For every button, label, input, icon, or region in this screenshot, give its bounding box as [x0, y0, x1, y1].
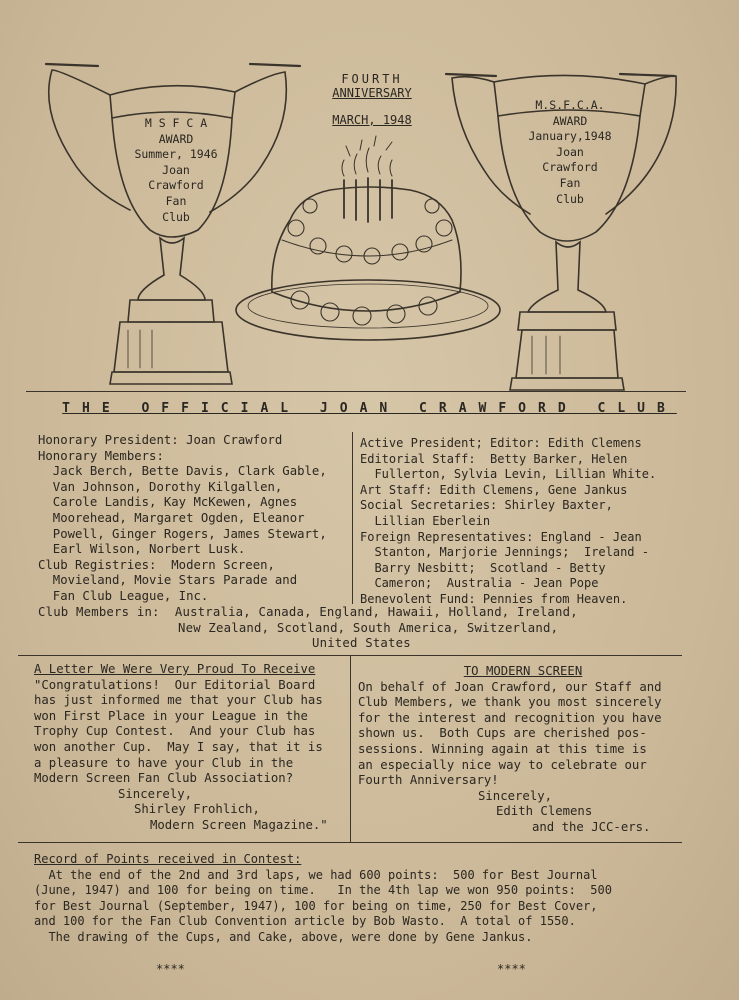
left-cup-line: Summer, 1946 — [134, 147, 218, 162]
club-title — [0, 401, 739, 416]
reply-heading: TO MODERN SCREEN — [463, 664, 583, 678]
left-cup-line: Club — [162, 209, 190, 224]
right-info-line: Active President; Editor: Edith Clemens — [360, 436, 642, 450]
left-info-line: Carole Landis, Kay McKewen, Agnes — [38, 495, 298, 510]
club-members-line3: United States — [312, 636, 411, 650]
letter-section — [34, 662, 328, 834]
left-info-line: Fan Club League, Inc. — [38, 588, 209, 603]
right-cup-line: Fan — [559, 175, 581, 190]
right-info-line: Editorial Staff: Betty Barker, Helen — [360, 451, 628, 466]
letter-signer: Shirley Frohlich, — [134, 802, 260, 817]
points-line: The drawing of the Cups, and Cake, above, were done by Gene Jankus. — [34, 929, 533, 944]
column-divider-middle — [350, 656, 351, 842]
club-members-line2: New Zealand, Scotland, South America, Switzerland, — [178, 621, 559, 635]
reply-line: Club Members, we thank you most sincerely — [358, 695, 662, 710]
club-members-line1: Club Members in: Australia, Canada, England, Hawaii, Holland, Ireland, — [38, 605, 578, 619]
club-title-text: THE OFFICIAL JOAN CRAWFORD CLUB — [62, 401, 677, 416]
right-info-line: Benevolent Fund: Pennies from Heaven. — [360, 591, 628, 606]
left-info-line: Moorehead, Margaret Ogden, Eleanor — [38, 510, 305, 525]
left-info-line: Club Registries: Modern Screen, — [38, 557, 275, 572]
points-section — [34, 852, 612, 946]
left-info-line: Movieland, Movie Stars Parade and — [38, 573, 298, 588]
column-divider-top — [352, 432, 353, 604]
letter-signer-org: Modern Screen Magazine." — [150, 817, 328, 832]
points-line: for Best Journal (September, 1947), 100 for being on time, 250 for Best Cover, — [34, 898, 598, 913]
right-info-line: Cameron; Australia - Jean Pope — [360, 576, 599, 591]
letter-line: won another Cup. May I say, that it is — [34, 739, 323, 754]
right-info-line: Lillian Eberlein — [360, 513, 491, 528]
anniversary-header — [322, 72, 422, 127]
left-cup-line: Fan — [165, 193, 187, 208]
reply-line: for the interest and recognition you have — [358, 710, 662, 725]
letter-heading: A Letter We Were Very Proud To Receive — [34, 662, 316, 676]
reply-line: an especially nice way to celebrate our — [358, 757, 647, 772]
reply-line: On behalf of Joan Crawford, our Staff and — [358, 679, 662, 694]
letter-line: "Congratulations! Our Editorial Board — [34, 677, 316, 692]
reply-signer2: and the JCC-ers. — [532, 819, 651, 834]
reply-closing: Sincerely, — [478, 788, 553, 803]
left-info-line: Honorary Members: — [38, 448, 164, 463]
right-info-line: Fullerton, Sylvia Levin, Lillian White. — [360, 467, 657, 482]
stars-left: **** — [156, 962, 185, 976]
left-info-column — [38, 433, 327, 605]
right-cup-line: Joan — [556, 144, 584, 159]
right-info-column — [360, 436, 656, 608]
points-line: At the end of the 2nd and 3rd laps, we had 600 points: 500 for Best Journal — [34, 867, 598, 882]
reply-signer: Edith Clemens — [496, 804, 593, 819]
left-info-line: Van Johnson, Dorothy Kilgallen, — [38, 479, 283, 494]
header-rule — [26, 391, 686, 392]
right-cup-line: Crawford — [542, 160, 598, 175]
left-cup-line: Crawford — [148, 178, 204, 193]
anniversary-line1: FOURTH — [341, 72, 403, 86]
points-line: and 100 for the Fan Club Convention article by Bob Wasto. A total of 1550. — [34, 914, 576, 929]
right-cup-line: AWARD — [552, 113, 588, 128]
letter-line: has just informed me that your Club has — [34, 693, 323, 708]
left-cup-line: M S F C A — [144, 116, 208, 130]
right-info-line: Social Secretaries: Shirley Baxter, — [360, 498, 613, 513]
right-info-line: Stanton, Marjorie Jennings; Ireland - — [360, 545, 649, 560]
right-info-line: Barry Nesbitt; Scotland - Betty — [360, 560, 606, 575]
middle-bottom-rule — [18, 842, 682, 843]
right-cup-line: January,1948 — [528, 129, 612, 144]
left-cup-inscription — [118, 116, 234, 225]
left-info-line: Honorary President: Joan Crawford — [38, 433, 283, 447]
letter-line: Trophy Cup Contest. And your Club has — [34, 724, 316, 739]
points-line: (June, 1947) and 100 for being on time. In the 4th lap we won 950 points: 500 — [34, 883, 612, 898]
reply-line: sessions. Winning again at this time is — [358, 741, 647, 756]
anniversary-line2: ANNIVERSARY — [332, 86, 412, 100]
reply-line: shown us. Both Cups are cherished pos- — [358, 726, 647, 741]
left-info-line: Powell, Ginger Rogers, James Stewart, — [38, 526, 327, 541]
points-heading: Record of Points received in Contest: — [34, 852, 302, 866]
anniversary-date: MARCH, 1948 — [332, 113, 412, 127]
letter-closing: Sincerely, — [118, 786, 193, 801]
anniversary-cake-icon — [236, 136, 500, 340]
left-cup-line: Joan — [162, 162, 190, 177]
right-cup-inscription — [508, 98, 632, 207]
left-cup-line: AWARD — [158, 131, 194, 146]
right-cup-line: M.S.F.C.A. — [535, 98, 605, 112]
letter-line: Modern Screen Fan Club Association? — [34, 771, 294, 786]
right-info-line: Art Staff: Edith Clemens, Gene Jankus — [360, 482, 628, 497]
reply-section — [358, 664, 688, 836]
reply-line: Fourth Anniversary! — [358, 773, 499, 788]
stars-right: **** — [497, 962, 526, 976]
letter-line: won First Place in your League in the — [34, 708, 308, 723]
left-info-line: Jack Berch, Bette Davis, Clark Gable, — [38, 464, 327, 479]
right-cup-line: Club — [556, 191, 584, 206]
left-info-line: Earl Wilson, Norbert Lusk. — [38, 542, 246, 557]
right-info-line: Foreign Representatives: England - Jean — [360, 529, 642, 544]
letter-line: a pleasure to have your Club in the — [34, 755, 294, 770]
